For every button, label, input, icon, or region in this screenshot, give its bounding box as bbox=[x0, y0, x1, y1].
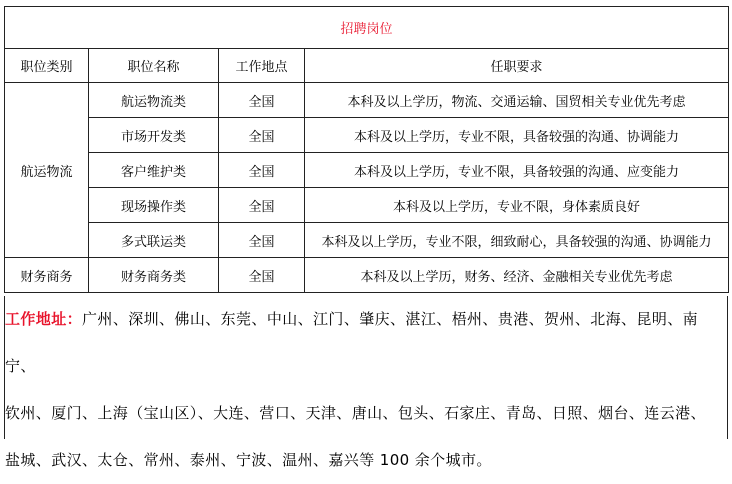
table-row bbox=[5, 223, 729, 258]
requirement-cell: 本科及以上学历，专业不限，细致耐心，具备较强的沟通、协调能力 bbox=[305, 223, 729, 258]
work-address-cities-2: 钦州、厦门、上海（宝山区）、大连、营口、天津、唐山、包头、石家庄、青岛、日照、烟台、连云港、 bbox=[5, 404, 706, 422]
location-cell: 全国 bbox=[219, 223, 305, 258]
position-name-cell: 市场开发类 bbox=[89, 118, 219, 153]
position-name-cell: 客户维护类 bbox=[89, 153, 219, 188]
recruitment-sheet bbox=[4, 6, 728, 469]
position-name-cell: 财务商务类 bbox=[89, 258, 219, 293]
location-cell: 全国 bbox=[219, 188, 305, 223]
work-address-line-1 bbox=[5, 296, 727, 390]
header-position-name: 职位名称 bbox=[89, 49, 219, 83]
table-row bbox=[5, 153, 729, 188]
category-cell-shipping: 航运物流 bbox=[5, 83, 89, 258]
requirement-cell: 本科及以上学历，物流、交通运输、国贸相关专业优先考虑 bbox=[305, 83, 729, 118]
table-row bbox=[5, 258, 729, 293]
header-location: 工作地点 bbox=[219, 49, 305, 83]
table-title: 招聘岗位 bbox=[5, 7, 729, 49]
requirement-cell: 本科及以上学历，专业不限，具备较强的沟通、协调能力 bbox=[305, 118, 729, 153]
table-row bbox=[5, 188, 729, 223]
work-address-cities-3: 盐城、武汉、太仓、常州、泰州、宁波、温州、嘉兴等 100 余个城市。 bbox=[5, 451, 492, 469]
location-cell: 全国 bbox=[219, 258, 305, 293]
requirement-cell: 本科及以上学历，专业不限，身体素质良好 bbox=[305, 188, 729, 223]
category-cell-finance: 财务商务 bbox=[5, 258, 89, 293]
location-cell: 全国 bbox=[219, 118, 305, 153]
recruitment-table bbox=[4, 6, 729, 293]
work-address-label: 工作地址： bbox=[5, 310, 83, 328]
header-category: 职位类别 bbox=[5, 49, 89, 83]
location-cell: 全国 bbox=[219, 153, 305, 188]
requirement-cell: 本科及以上学历，财务、经济、金融相关专业优先考虑 bbox=[305, 258, 729, 293]
requirement-cell: 本科及以上学历，专业不限，具备较强的沟通、应变能力 bbox=[305, 153, 729, 188]
position-name-cell: 现场操作类 bbox=[89, 188, 219, 223]
table-row bbox=[5, 118, 729, 153]
position-name-cell: 多式联运类 bbox=[89, 223, 219, 258]
work-address-section bbox=[4, 296, 728, 469]
location-cell: 全国 bbox=[219, 83, 305, 118]
position-name-cell: 航运物流类 bbox=[89, 83, 219, 118]
header-requirements: 任职要求 bbox=[305, 49, 729, 83]
table-row bbox=[5, 83, 729, 118]
work-address-cities-1: 广州、深圳、佛山、东莞、中山、江门、肇庆、湛江、梧州、贵港、贺州、北海、昆明、南宁、 bbox=[5, 310, 699, 375]
